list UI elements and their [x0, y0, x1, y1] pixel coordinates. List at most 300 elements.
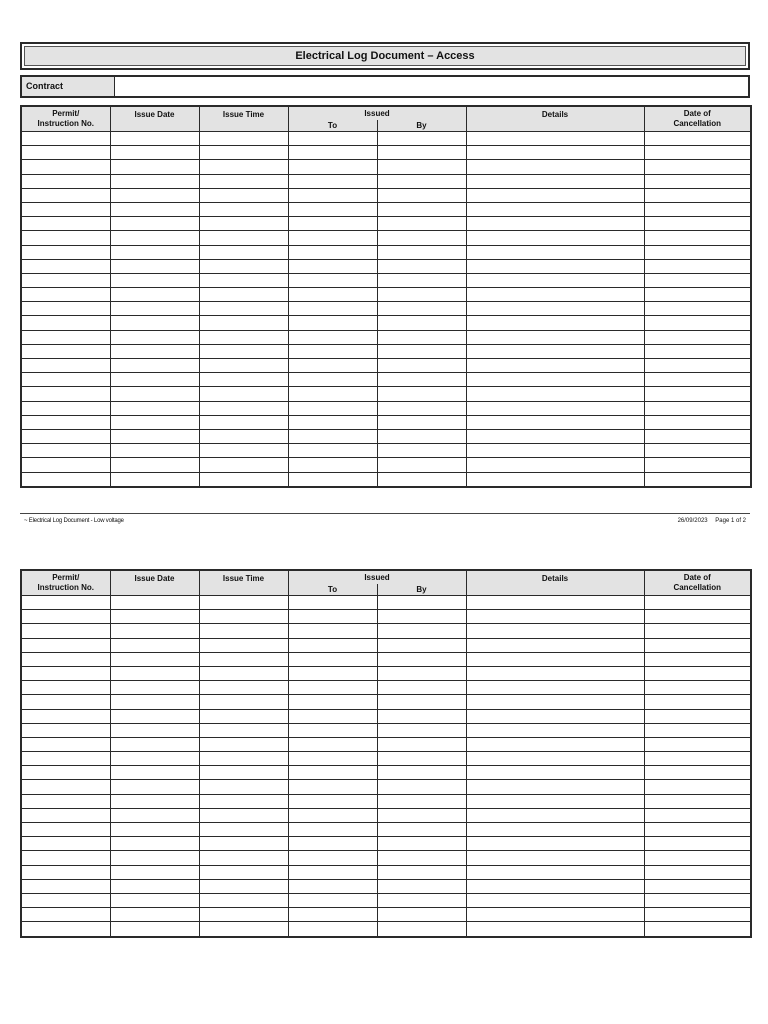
cell-issued-by[interactable]	[377, 472, 466, 487]
cell-issued-by[interactable]	[377, 387, 466, 401]
cell-issue-time[interactable]	[199, 373, 288, 387]
cell-issued-to[interactable]	[288, 709, 377, 723]
cell-issue-date[interactable]	[110, 695, 199, 709]
cell-permit[interactable]	[21, 202, 110, 216]
cell-details[interactable]	[466, 231, 644, 245]
cell-issue-date[interactable]	[110, 638, 199, 652]
cell-cancellation[interactable]	[644, 288, 751, 302]
cell-issue-date[interactable]	[110, 823, 199, 837]
cell-details[interactable]	[466, 146, 644, 160]
cell-permit[interactable]	[21, 415, 110, 429]
cell-issued-by[interactable]	[377, 146, 466, 160]
cell-cancellation[interactable]	[644, 359, 751, 373]
cell-issue-date[interactable]	[110, 132, 199, 146]
cell-details[interactable]	[466, 401, 644, 415]
cell-cancellation[interactable]	[644, 610, 751, 624]
cell-issue-date[interactable]	[110, 245, 199, 259]
cell-issued-by[interactable]	[377, 174, 466, 188]
cell-cancellation[interactable]	[644, 837, 751, 851]
cell-issued-to[interactable]	[288, 245, 377, 259]
cell-issue-time[interactable]	[199, 316, 288, 330]
cell-permit[interactable]	[21, 359, 110, 373]
cell-issue-time[interactable]	[199, 652, 288, 666]
cell-permit[interactable]	[21, 373, 110, 387]
cell-details[interactable]	[466, 851, 644, 865]
cell-issued-to[interactable]	[288, 922, 377, 937]
cell-details[interactable]	[466, 259, 644, 273]
cell-issued-to[interactable]	[288, 681, 377, 695]
cell-permit[interactable]	[21, 330, 110, 344]
cell-issued-by[interactable]	[377, 429, 466, 443]
cell-details[interactable]	[466, 794, 644, 808]
cell-issued-by[interactable]	[377, 259, 466, 273]
cell-issued-to[interactable]	[288, 638, 377, 652]
cell-issued-by[interactable]	[377, 638, 466, 652]
cell-cancellation[interactable]	[644, 444, 751, 458]
cell-issue-time[interactable]	[199, 922, 288, 937]
cell-issue-time[interactable]	[199, 596, 288, 610]
cell-issue-date[interactable]	[110, 458, 199, 472]
cell-permit[interactable]	[21, 316, 110, 330]
cell-issue-time[interactable]	[199, 288, 288, 302]
cell-issued-to[interactable]	[288, 823, 377, 837]
cell-permit[interactable]	[21, 429, 110, 443]
cell-issue-date[interactable]	[110, 330, 199, 344]
cell-details[interactable]	[466, 160, 644, 174]
cell-cancellation[interactable]	[644, 766, 751, 780]
cell-permit[interactable]	[21, 344, 110, 358]
cell-details[interactable]	[466, 174, 644, 188]
cell-cancellation[interactable]	[644, 737, 751, 751]
cell-issue-date[interactable]	[110, 624, 199, 638]
cell-issue-time[interactable]	[199, 624, 288, 638]
cell-cancellation[interactable]	[644, 908, 751, 922]
cell-issued-to[interactable]	[288, 837, 377, 851]
cell-details[interactable]	[466, 681, 644, 695]
cell-issued-by[interactable]	[377, 879, 466, 893]
cell-issued-to[interactable]	[288, 737, 377, 751]
cell-cancellation[interactable]	[644, 217, 751, 231]
cell-issue-date[interactable]	[110, 302, 199, 316]
cell-issued-by[interactable]	[377, 344, 466, 358]
cell-issued-to[interactable]	[288, 231, 377, 245]
cell-issue-date[interactable]	[110, 808, 199, 822]
cell-permit[interactable]	[21, 624, 110, 638]
cell-issue-time[interactable]	[199, 766, 288, 780]
cell-issue-time[interactable]	[199, 865, 288, 879]
cell-issue-time[interactable]	[199, 330, 288, 344]
cell-issue-time[interactable]	[199, 752, 288, 766]
cell-issued-by[interactable]	[377, 624, 466, 638]
cell-issue-date[interactable]	[110, 709, 199, 723]
cell-details[interactable]	[466, 610, 644, 624]
cell-issued-to[interactable]	[288, 610, 377, 624]
cell-issued-by[interactable]	[377, 737, 466, 751]
cell-issue-date[interactable]	[110, 766, 199, 780]
cell-cancellation[interactable]	[644, 373, 751, 387]
cell-issue-date[interactable]	[110, 472, 199, 487]
cell-details[interactable]	[466, 429, 644, 443]
cell-permit[interactable]	[21, 174, 110, 188]
cell-issue-time[interactable]	[199, 851, 288, 865]
cell-details[interactable]	[466, 316, 644, 330]
cell-issue-time[interactable]	[199, 780, 288, 794]
cell-issue-time[interactable]	[199, 146, 288, 160]
cell-cancellation[interactable]	[644, 188, 751, 202]
cell-issue-date[interactable]	[110, 879, 199, 893]
cell-issue-date[interactable]	[110, 231, 199, 245]
cell-issued-to[interactable]	[288, 146, 377, 160]
cell-issue-time[interactable]	[199, 160, 288, 174]
cell-issued-by[interactable]	[377, 231, 466, 245]
cell-issued-by[interactable]	[377, 851, 466, 865]
cell-issued-to[interactable]	[288, 879, 377, 893]
cell-permit[interactable]	[21, 766, 110, 780]
cell-cancellation[interactable]	[644, 387, 751, 401]
cell-issue-date[interactable]	[110, 851, 199, 865]
cell-details[interactable]	[466, 893, 644, 907]
cell-cancellation[interactable]	[644, 429, 751, 443]
cell-issue-date[interactable]	[110, 160, 199, 174]
cell-issue-date[interactable]	[110, 373, 199, 387]
cell-issue-date[interactable]	[110, 387, 199, 401]
cell-cancellation[interactable]	[644, 245, 751, 259]
cell-issued-by[interactable]	[377, 458, 466, 472]
cell-issue-time[interactable]	[199, 794, 288, 808]
cell-permit[interactable]	[21, 681, 110, 695]
cell-issue-time[interactable]	[199, 709, 288, 723]
cell-permit[interactable]	[21, 472, 110, 487]
cell-permit[interactable]	[21, 231, 110, 245]
cell-issued-to[interactable]	[288, 808, 377, 822]
cell-details[interactable]	[466, 373, 644, 387]
cell-details[interactable]	[466, 666, 644, 680]
cell-issue-date[interactable]	[110, 837, 199, 851]
cell-details[interactable]	[466, 709, 644, 723]
cell-issue-date[interactable]	[110, 596, 199, 610]
cell-permit[interactable]	[21, 302, 110, 316]
cell-issue-time[interactable]	[199, 808, 288, 822]
cell-issue-date[interactable]	[110, 865, 199, 879]
cell-issue-date[interactable]	[110, 794, 199, 808]
cell-issued-to[interactable]	[288, 596, 377, 610]
cell-issued-by[interactable]	[377, 808, 466, 822]
cell-details[interactable]	[466, 766, 644, 780]
cell-permit[interactable]	[21, 401, 110, 415]
cell-cancellation[interactable]	[644, 666, 751, 680]
cell-issued-to[interactable]	[288, 752, 377, 766]
cell-issue-time[interactable]	[199, 188, 288, 202]
cell-permit[interactable]	[21, 794, 110, 808]
cell-cancellation[interactable]	[644, 865, 751, 879]
cell-details[interactable]	[466, 638, 644, 652]
cell-issue-date[interactable]	[110, 288, 199, 302]
cell-details[interactable]	[466, 458, 644, 472]
cell-issue-date[interactable]	[110, 444, 199, 458]
cell-details[interactable]	[466, 737, 644, 751]
cell-details[interactable]	[466, 415, 644, 429]
cell-issue-time[interactable]	[199, 259, 288, 273]
cell-details[interactable]	[466, 188, 644, 202]
cell-issued-to[interactable]	[288, 624, 377, 638]
cell-issued-to[interactable]	[288, 780, 377, 794]
cell-permit[interactable]	[21, 823, 110, 837]
cell-cancellation[interactable]	[644, 316, 751, 330]
cell-issue-time[interactable]	[199, 387, 288, 401]
cell-permit[interactable]	[21, 837, 110, 851]
cell-details[interactable]	[466, 273, 644, 287]
cell-issued-by[interactable]	[377, 794, 466, 808]
cell-issued-to[interactable]	[288, 387, 377, 401]
cell-issued-to[interactable]	[288, 288, 377, 302]
cell-details[interactable]	[466, 288, 644, 302]
cell-permit[interactable]	[21, 893, 110, 907]
cell-cancellation[interactable]	[644, 794, 751, 808]
cell-issued-to[interactable]	[288, 359, 377, 373]
cell-cancellation[interactable]	[644, 851, 751, 865]
cell-issue-time[interactable]	[199, 245, 288, 259]
cell-issued-to[interactable]	[288, 472, 377, 487]
cell-issued-to[interactable]	[288, 132, 377, 146]
cell-issue-time[interactable]	[199, 415, 288, 429]
cell-permit[interactable]	[21, 908, 110, 922]
cell-issued-by[interactable]	[377, 865, 466, 879]
cell-issue-time[interactable]	[199, 458, 288, 472]
cell-details[interactable]	[466, 865, 644, 879]
cell-issued-to[interactable]	[288, 401, 377, 415]
cell-issue-time[interactable]	[199, 837, 288, 851]
cell-issued-to[interactable]	[288, 652, 377, 666]
cell-issued-to[interactable]	[288, 908, 377, 922]
cell-permit[interactable]	[21, 780, 110, 794]
cell-issue-time[interactable]	[199, 174, 288, 188]
cell-issue-time[interactable]	[199, 681, 288, 695]
cell-cancellation[interactable]	[644, 808, 751, 822]
cell-issued-by[interactable]	[377, 837, 466, 851]
cell-cancellation[interactable]	[644, 823, 751, 837]
cell-issued-by[interactable]	[377, 330, 466, 344]
cell-issued-by[interactable]	[377, 273, 466, 287]
cell-issued-by[interactable]	[377, 752, 466, 766]
cell-issued-to[interactable]	[288, 273, 377, 287]
cell-issued-by[interactable]	[377, 922, 466, 937]
cell-details[interactable]	[466, 387, 644, 401]
cell-issued-to[interactable]	[288, 217, 377, 231]
cell-cancellation[interactable]	[644, 652, 751, 666]
cell-issued-by[interactable]	[377, 610, 466, 624]
cell-issue-time[interactable]	[199, 908, 288, 922]
cell-details[interactable]	[466, 302, 644, 316]
cell-issue-date[interactable]	[110, 146, 199, 160]
cell-issue-date[interactable]	[110, 893, 199, 907]
cell-issued-to[interactable]	[288, 160, 377, 174]
cell-permit[interactable]	[21, 188, 110, 202]
cell-issued-to[interactable]	[288, 893, 377, 907]
cell-issue-date[interactable]	[110, 273, 199, 287]
cell-cancellation[interactable]	[644, 146, 751, 160]
cell-permit[interactable]	[21, 146, 110, 160]
cell-cancellation[interactable]	[644, 922, 751, 937]
cell-details[interactable]	[466, 908, 644, 922]
cell-issued-by[interactable]	[377, 217, 466, 231]
cell-issue-date[interactable]	[110, 780, 199, 794]
cell-details[interactable]	[466, 344, 644, 358]
cell-issue-date[interactable]	[110, 922, 199, 937]
cell-issue-time[interactable]	[199, 893, 288, 907]
cell-permit[interactable]	[21, 387, 110, 401]
cell-details[interactable]	[466, 652, 644, 666]
cell-permit[interactable]	[21, 160, 110, 174]
cell-permit[interactable]	[21, 752, 110, 766]
cell-issued-to[interactable]	[288, 723, 377, 737]
cell-permit[interactable]	[21, 273, 110, 287]
cell-issue-date[interactable]	[110, 723, 199, 737]
cell-issue-date[interactable]	[110, 202, 199, 216]
cell-permit[interactable]	[21, 596, 110, 610]
cell-issue-date[interactable]	[110, 259, 199, 273]
cell-cancellation[interactable]	[644, 752, 751, 766]
cell-issue-time[interactable]	[199, 610, 288, 624]
cell-issued-to[interactable]	[288, 373, 377, 387]
cell-issued-to[interactable]	[288, 316, 377, 330]
cell-issued-by[interactable]	[377, 302, 466, 316]
cell-permit[interactable]	[21, 737, 110, 751]
cell-issue-date[interactable]	[110, 415, 199, 429]
cell-issue-time[interactable]	[199, 302, 288, 316]
cell-issued-by[interactable]	[377, 823, 466, 837]
cell-permit[interactable]	[21, 695, 110, 709]
cell-issue-time[interactable]	[199, 344, 288, 358]
cell-issued-by[interactable]	[377, 359, 466, 373]
cell-issued-by[interactable]	[377, 316, 466, 330]
cell-issued-to[interactable]	[288, 202, 377, 216]
cell-issued-by[interactable]	[377, 288, 466, 302]
cell-details[interactable]	[466, 922, 644, 937]
cell-cancellation[interactable]	[644, 624, 751, 638]
cell-details[interactable]	[466, 444, 644, 458]
cell-issue-time[interactable]	[199, 273, 288, 287]
cell-details[interactable]	[466, 217, 644, 231]
cell-cancellation[interactable]	[644, 893, 751, 907]
cell-issue-date[interactable]	[110, 681, 199, 695]
cell-cancellation[interactable]	[644, 273, 751, 287]
cell-issued-by[interactable]	[377, 766, 466, 780]
cell-issued-by[interactable]	[377, 132, 466, 146]
cell-cancellation[interactable]	[644, 879, 751, 893]
cell-cancellation[interactable]	[644, 472, 751, 487]
cell-cancellation[interactable]	[644, 681, 751, 695]
cell-permit[interactable]	[21, 666, 110, 680]
cell-permit[interactable]	[21, 638, 110, 652]
cell-cancellation[interactable]	[644, 638, 751, 652]
cell-issue-date[interactable]	[110, 666, 199, 680]
cell-issue-time[interactable]	[199, 823, 288, 837]
cell-issued-to[interactable]	[288, 865, 377, 879]
cell-cancellation[interactable]	[644, 330, 751, 344]
cell-details[interactable]	[466, 624, 644, 638]
cell-issue-date[interactable]	[110, 344, 199, 358]
cell-issue-date[interactable]	[110, 429, 199, 443]
cell-permit[interactable]	[21, 132, 110, 146]
contract-field[interactable]	[115, 77, 748, 96]
cell-issued-by[interactable]	[377, 188, 466, 202]
cell-cancellation[interactable]	[644, 458, 751, 472]
cell-cancellation[interactable]	[644, 401, 751, 415]
cell-details[interactable]	[466, 330, 644, 344]
cell-details[interactable]	[466, 245, 644, 259]
cell-issue-time[interactable]	[199, 666, 288, 680]
cell-cancellation[interactable]	[644, 596, 751, 610]
cell-issued-by[interactable]	[377, 444, 466, 458]
cell-permit[interactable]	[21, 245, 110, 259]
cell-issue-time[interactable]	[199, 695, 288, 709]
cell-issue-date[interactable]	[110, 359, 199, 373]
cell-permit[interactable]	[21, 217, 110, 231]
cell-issued-to[interactable]	[288, 794, 377, 808]
cell-issued-by[interactable]	[377, 709, 466, 723]
cell-issue-date[interactable]	[110, 610, 199, 624]
cell-permit[interactable]	[21, 709, 110, 723]
cell-cancellation[interactable]	[644, 132, 751, 146]
cell-issue-time[interactable]	[199, 401, 288, 415]
cell-issued-by[interactable]	[377, 160, 466, 174]
cell-issued-by[interactable]	[377, 780, 466, 794]
cell-cancellation[interactable]	[644, 231, 751, 245]
cell-cancellation[interactable]	[644, 695, 751, 709]
cell-cancellation[interactable]	[644, 202, 751, 216]
cell-issue-time[interactable]	[199, 444, 288, 458]
cell-cancellation[interactable]	[644, 780, 751, 794]
cell-issue-time[interactable]	[199, 359, 288, 373]
cell-details[interactable]	[466, 780, 644, 794]
cell-issued-to[interactable]	[288, 344, 377, 358]
cell-permit[interactable]	[21, 922, 110, 937]
cell-cancellation[interactable]	[644, 344, 751, 358]
cell-issued-to[interactable]	[288, 188, 377, 202]
cell-cancellation[interactable]	[644, 723, 751, 737]
cell-permit[interactable]	[21, 458, 110, 472]
cell-issued-to[interactable]	[288, 429, 377, 443]
cell-issued-to[interactable]	[288, 174, 377, 188]
cell-cancellation[interactable]	[644, 302, 751, 316]
cell-issued-to[interactable]	[288, 302, 377, 316]
cell-issued-by[interactable]	[377, 723, 466, 737]
cell-issue-date[interactable]	[110, 752, 199, 766]
cell-issue-time[interactable]	[199, 429, 288, 443]
cell-issued-to[interactable]	[288, 330, 377, 344]
cell-cancellation[interactable]	[644, 259, 751, 273]
cell-permit[interactable]	[21, 865, 110, 879]
cell-issued-by[interactable]	[377, 401, 466, 415]
cell-permit[interactable]	[21, 808, 110, 822]
cell-issued-by[interactable]	[377, 415, 466, 429]
cell-permit[interactable]	[21, 879, 110, 893]
cell-issue-date[interactable]	[110, 908, 199, 922]
cell-issue-time[interactable]	[199, 737, 288, 751]
cell-issued-by[interactable]	[377, 596, 466, 610]
cell-issue-date[interactable]	[110, 217, 199, 231]
cell-issued-by[interactable]	[377, 202, 466, 216]
cell-issued-to[interactable]	[288, 259, 377, 273]
cell-issued-by[interactable]	[377, 666, 466, 680]
cell-issue-date[interactable]	[110, 652, 199, 666]
cell-details[interactable]	[466, 808, 644, 822]
cell-details[interactable]	[466, 837, 644, 851]
cell-details[interactable]	[466, 359, 644, 373]
cell-details[interactable]	[466, 596, 644, 610]
cell-permit[interactable]	[21, 444, 110, 458]
cell-cancellation[interactable]	[644, 709, 751, 723]
